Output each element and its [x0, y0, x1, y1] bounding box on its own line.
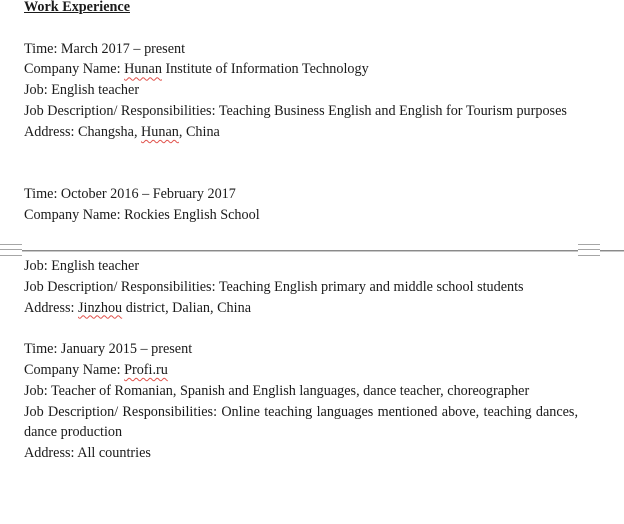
job-1-company: [24, 59, 578, 80]
job-2-time: Time: October 2016 – February 2017: [24, 186, 236, 203]
job-3-address: Address: All countries: [24, 445, 151, 462]
blank-line: [24, 318, 578, 339]
page-one-text: [24, 0, 578, 226]
job-2-address: [24, 298, 578, 319]
job-1-title: Job: English teacher: [24, 82, 140, 99]
page-break-separator: [0, 243, 624, 257]
job-3-time: Time: January 2015 – present: [24, 341, 193, 358]
section-heading: Work Experience: [24, 0, 130, 15]
job-1-address-misspelled-word: Hunan: [141, 123, 179, 140]
job-1-company-prefix: Company Name:: [24, 61, 125, 78]
blank-line: [24, 18, 578, 39]
job-1-time: Time: March 2017 – present: [24, 40, 186, 57]
job-2-company: Company Name: Rockies English School: [24, 206, 260, 223]
job-3-company-prefix: Company Name:: [24, 361, 125, 378]
job-3-company-misspelled-word: Profi.ru: [124, 361, 168, 378]
blank-line: [24, 163, 578, 184]
job-1-description: Job Description/ Responsibilities: Teaching Business English and English for Tourism purposes: [24, 102, 567, 119]
job-1-address-prefix: Address: Changsha,: [24, 123, 142, 140]
job-2-description: Job Description/ Responsibilities: Teaching English primary and middle school students: [24, 278, 524, 295]
job-2-address-misspelled-word: Jinzhou: [78, 299, 123, 316]
page-break-shadow: [0, 251, 624, 252]
job-2-address-rest: district, Dalian, China: [122, 299, 251, 316]
job-1-address-rest: , China: [178, 123, 220, 140]
left-margin-marker-icon: [0, 244, 22, 256]
job-1-company-rest: Institute of Information Technology: [161, 61, 369, 78]
job-2-title: Job: English teacher: [24, 258, 140, 274]
page-two-text: [24, 256, 578, 464]
job-3-description: Job Description/ Responsibilities: Online teaching languages mentioned above, teaching dances, dance production: [24, 403, 578, 441]
job-1-address: [24, 122, 578, 143]
job-3-company: [24, 360, 578, 381]
blank-line: [24, 143, 578, 164]
job-1-company-misspelled-word: Hunan: [124, 61, 162, 78]
job-2-address-prefix: Address:: [24, 299, 78, 316]
job-3-title: Job: Teacher of Romanian, Spanish and English languages, dance teacher, choreographer: [24, 382, 530, 399]
right-margin-marker-icon: [578, 244, 600, 256]
